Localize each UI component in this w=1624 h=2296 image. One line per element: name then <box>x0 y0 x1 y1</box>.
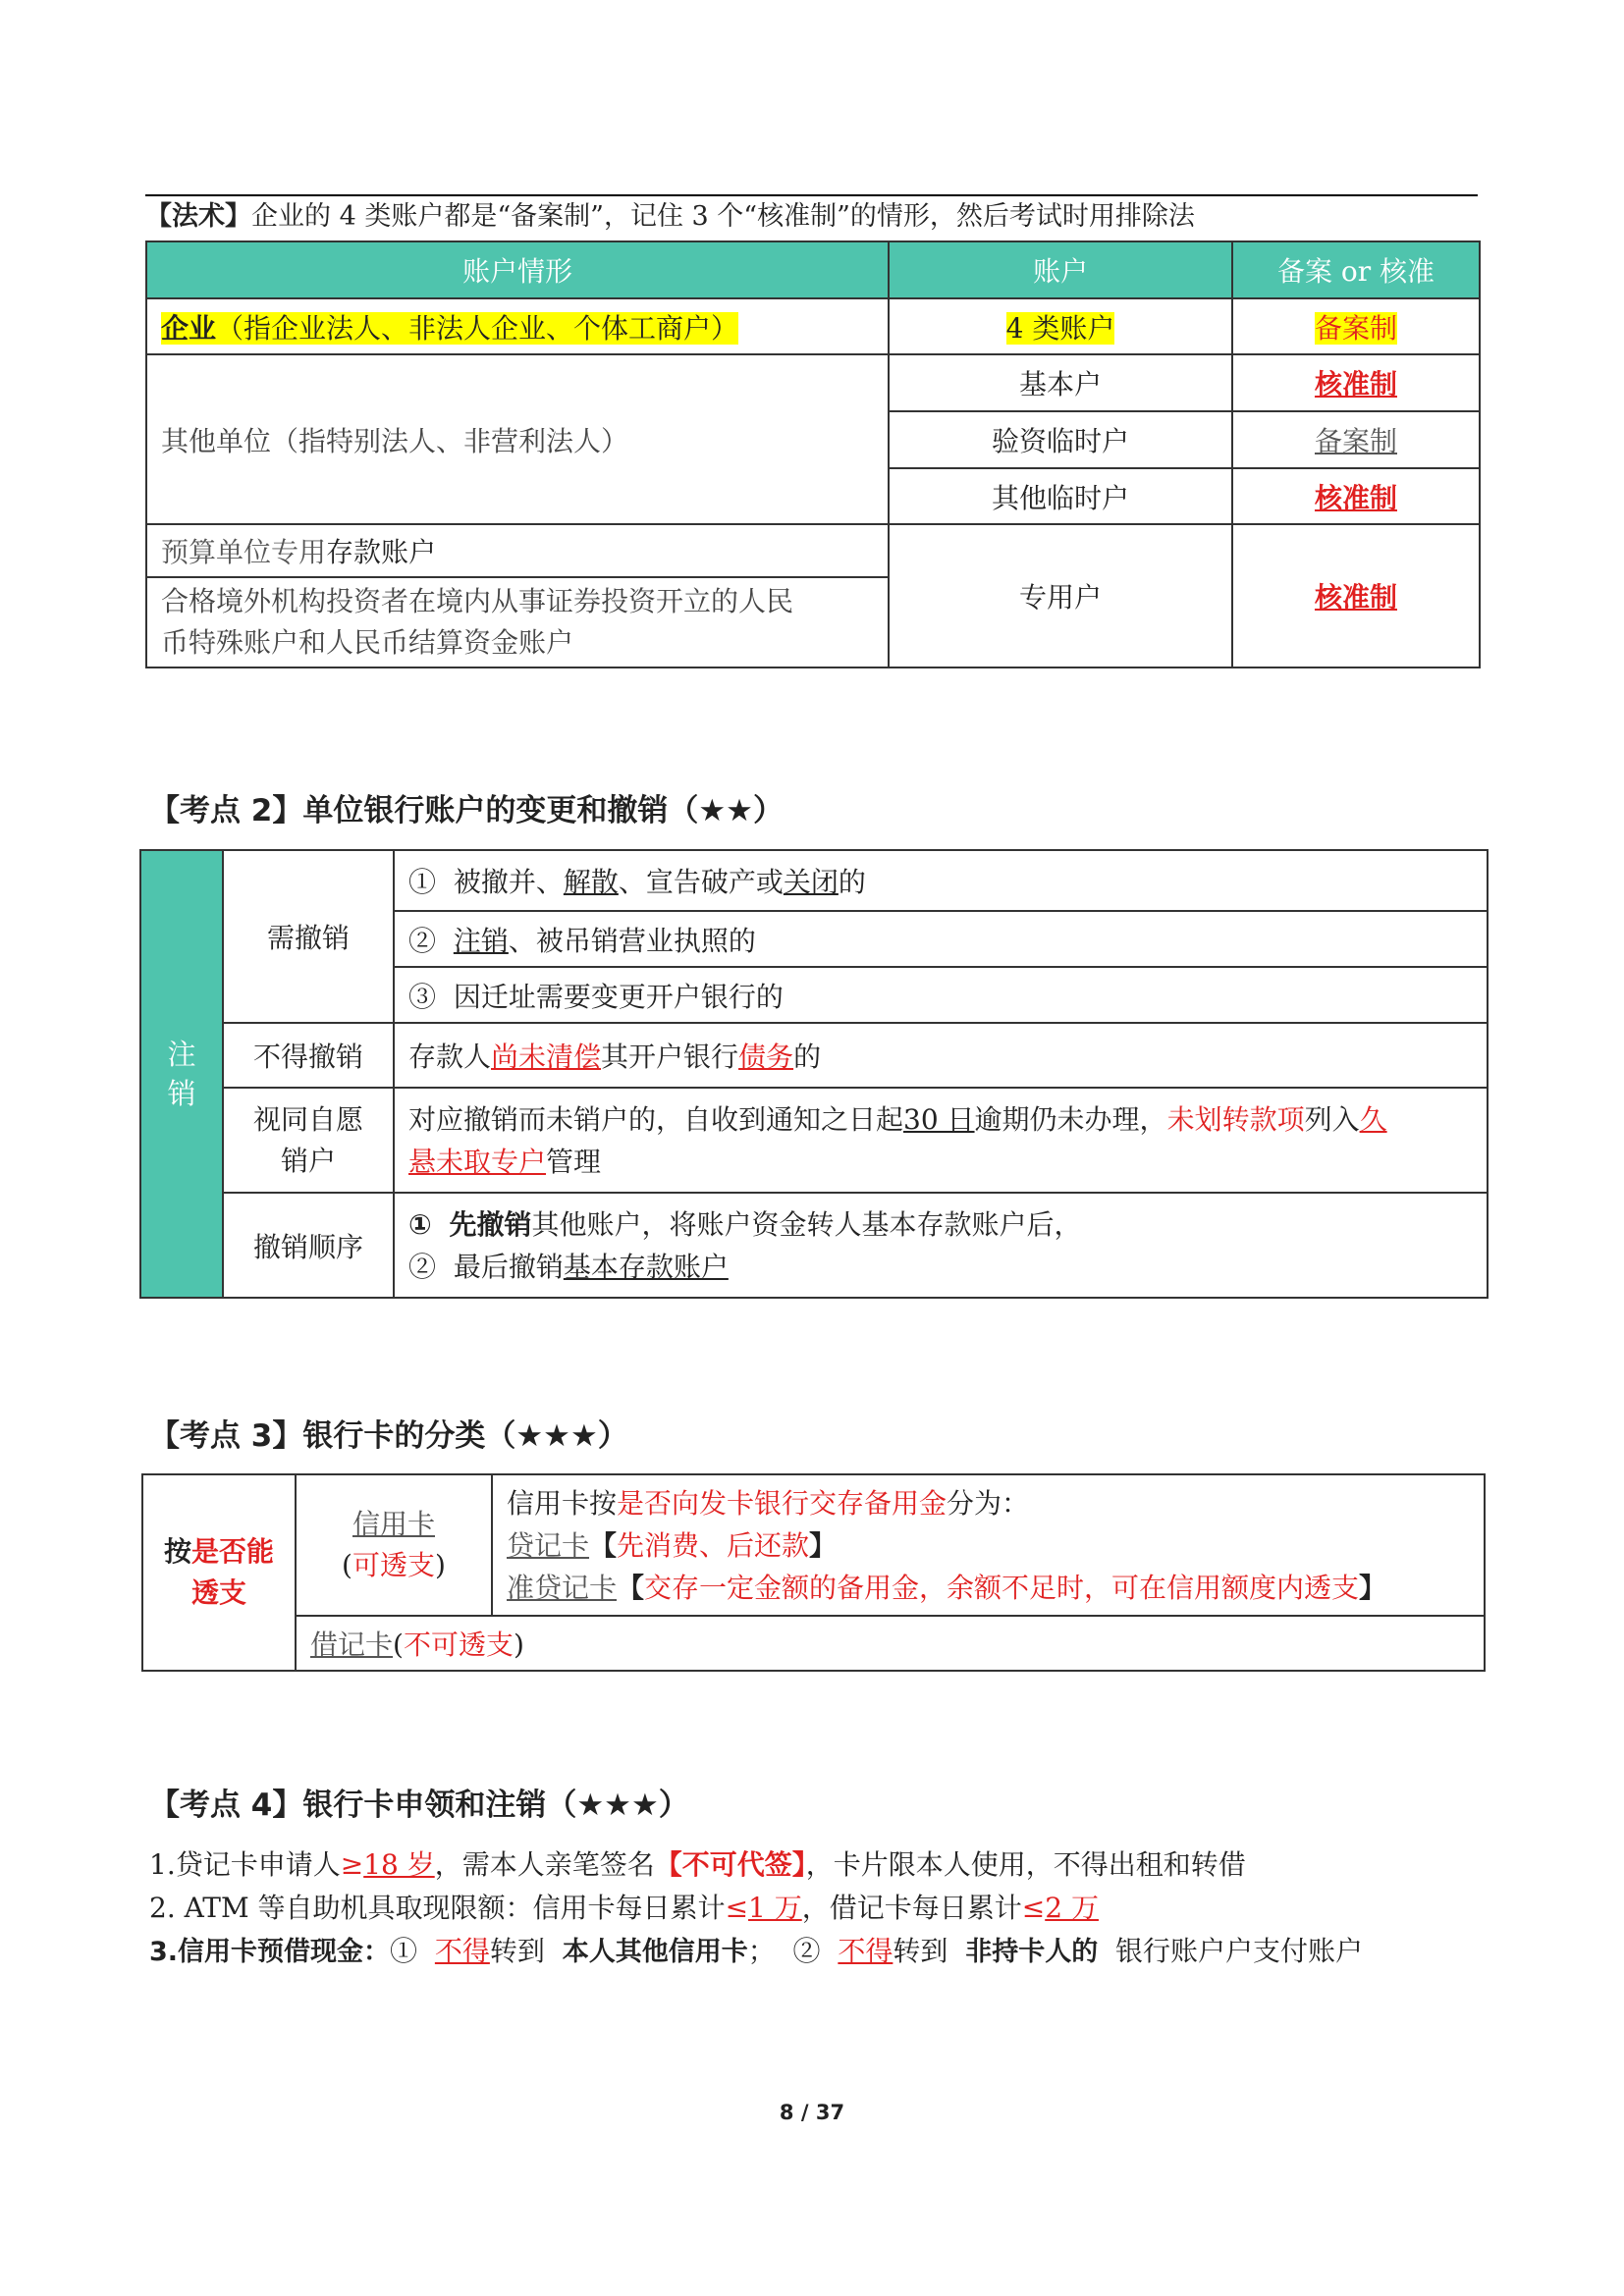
rule1-e: 【不可代签】 <box>654 1848 806 1881</box>
quasi-credit-note: 交存一定金额的备用金，余额不足时，可在信用额度内透支 <box>644 1571 1360 1604</box>
need-item-3 <box>394 967 1488 1023</box>
no-cancel-c: 其开户银行 <box>601 1041 739 1073</box>
card-rule-3 <box>149 1930 1363 1969</box>
rule2-a: 2. ATM 等自助机具取现限额：信用卡每日累计 <box>149 1892 726 1924</box>
debit-card-note: 不可透支 <box>403 1629 514 1661</box>
rule3-h: 不得 <box>838 1935 893 1967</box>
credit-card-label: 信用卡 <box>352 1508 435 1540</box>
order2-b: 基本存款账户 <box>563 1250 729 1283</box>
vol-c: 未划转款项 <box>1166 1102 1305 1136</box>
enterprise-cell <box>146 298 889 354</box>
vol-e: 久 <box>1359 1102 1387 1136</box>
basic-account-type-cell <box>1232 354 1480 411</box>
verify-temp-account: 验资临时户 <box>889 411 1232 468</box>
rule1-a: 1.贷记卡申请人 <box>149 1848 341 1881</box>
no-cancel-b: 尚未清偿 <box>491 1041 602 1073</box>
header-type: 备案 or 核准 <box>1232 241 1480 298</box>
desc1-b: 是否向发卡银行交存备用金 <box>617 1486 947 1520</box>
need-item-1-e: 的 <box>838 866 866 898</box>
no-cancel-e: 的 <box>793 1041 822 1073</box>
debit-credit-label: 贷记卡 <box>507 1528 590 1562</box>
account-approval-table <box>145 240 1481 668</box>
order1-rest: 其他账户，将账户资金转人基本存款账户后， <box>531 1207 1082 1241</box>
rule1-c: 18 岁 <box>363 1848 435 1881</box>
credit-card-desc: 信用卡按是否向发卡银行交存备用金分为： 贷记卡【先消费、后还款】 准贷记卡【交存一定金额的备用金，余额不足时，可在信用额度内透支】 <box>492 1474 1485 1616</box>
card-rule-2 <box>149 1887 1099 1926</box>
other-units-cell: 其他单位（指特别法人、非营利法人） <box>146 354 889 524</box>
need-item-1 <box>394 850 1488 911</box>
vol-d: 列入 <box>1304 1102 1360 1136</box>
section4-heading: 【考点 4】银行卡申领和注销（★★★） <box>149 1788 689 1823</box>
vol-days: 30 日 <box>903 1102 975 1136</box>
rule3-g: ② <box>792 1935 821 1967</box>
order2-a: 最后撤销 <box>453 1250 564 1283</box>
quasi-credit-label: 准贷记卡 <box>507 1571 618 1604</box>
header-account: 账户 <box>889 241 1232 298</box>
rule1-d: ，需本人亲笔签名 <box>434 1848 655 1881</box>
need-item-3-a: 因迁址需要变更开户银行的 <box>453 980 784 1013</box>
rule1-b: ≥ <box>340 1848 364 1881</box>
need-item-2-a: 注销 <box>453 924 509 957</box>
other-temp-type-cell <box>1232 468 1480 524</box>
verify-temp-type-cell <box>1232 411 1480 468</box>
voluntary-text <box>394 1088 1488 1193</box>
page-number: 8 / 37 <box>779 2101 845 2124</box>
rule2-b: ≤ <box>725 1892 749 1924</box>
rule2-e: ≤ <box>1021 1892 1046 1924</box>
need-item-3-num: ③ <box>408 980 437 1013</box>
enterprise-account: 4 类账户 <box>1005 311 1115 345</box>
trick-note <box>145 200 1195 234</box>
need-item-1-num: ① <box>408 866 437 898</box>
need-item-1-c: 、宣告破产或 <box>618 866 784 898</box>
trick-text: 企业的 4 类账户都是“备案制”，记住 3 个“核准制”的情形，然后考试时用排除法 <box>251 201 1195 232</box>
cancellation-table <box>139 849 1489 1299</box>
need-item-2-num: ② <box>408 924 437 957</box>
debit-card-label: 借记卡 <box>310 1629 394 1661</box>
enterprise-account-cell <box>889 298 1232 354</box>
order-label: 撤销顺序 <box>223 1193 394 1298</box>
rule3-b: ① <box>390 1935 418 1967</box>
criterion-1b: 是否能 <box>191 1535 275 1568</box>
special-type-cell <box>1232 524 1480 667</box>
vol-b: 逾期仍未办理， <box>974 1102 1167 1136</box>
voluntary-label-2: 销户 <box>280 1144 336 1177</box>
vol-f: 悬未取专户 <box>408 1145 547 1178</box>
section3-heading: 【考点 3】银行卡的分类（★★★） <box>149 1418 628 1454</box>
need-cancel-label: 需撤销 <box>223 850 394 1023</box>
vol-g: 管理 <box>546 1145 602 1178</box>
rule2-f: 2 万 <box>1045 1892 1099 1924</box>
debit-card-cell: 借记卡(不可透支) <box>296 1616 1485 1671</box>
section2-heading: 【考点 2】单位银行账户的变更和撤销（★★） <box>149 793 784 828</box>
need-item-2-b: 、被吊销营业执照的 <box>508 924 756 957</box>
criterion-2: 透支 <box>190 1576 246 1609</box>
cancellation-side-label <box>140 850 223 1298</box>
header-situation: 账户情形 <box>146 241 889 298</box>
rule3-d: 转到 <box>489 1935 545 1967</box>
rule3-e: 本人其他信用卡 <box>562 1937 748 1967</box>
credit-card-cell: 信用卡 (可透支) <box>296 1474 492 1616</box>
qfii-line-a: 合格境外机构投资者在境内从事证券投资开立的人民 <box>161 585 794 617</box>
trick-tag: 【法术】 <box>145 201 251 232</box>
side-char-1: 注 <box>167 1038 196 1071</box>
rule2-d: ，借记卡每日累计 <box>801 1892 1022 1924</box>
enterprise-desc: （指企业法人、非法人企业、个体工商户） <box>216 311 739 345</box>
voluntary-label <box>223 1088 394 1193</box>
card-rule-1 <box>149 1843 1246 1883</box>
need-item-1-a: 被撤并、 <box>453 866 564 898</box>
qfii-cell <box>146 577 889 667</box>
basic-account: 基本户 <box>889 354 1232 411</box>
rule2-c: 1 万 <box>748 1892 802 1924</box>
enterprise-type: 备案制 <box>1314 311 1397 345</box>
special-type: 核准制 <box>1314 581 1397 614</box>
order1-num: ① <box>408 1207 432 1241</box>
rule3-a: 3.信用卡预借现金： <box>149 1937 391 1967</box>
vol-a: 对应撤销而未销户的，自收到通知之日起 <box>408 1102 904 1136</box>
no-cancel-d: 债务 <box>738 1041 794 1073</box>
rule3-c: 不得 <box>434 1935 490 1967</box>
card-classification-table <box>141 1473 1486 1672</box>
rule1-f: ，卡片限本人使用，不得出租和转借 <box>805 1848 1246 1881</box>
budget-unit-cell <box>146 524 889 577</box>
rule3-j: 非持卡人的 <box>965 1937 1099 1967</box>
voluntary-label-1: 视同自愿 <box>252 1102 363 1136</box>
rule3-i: 转到 <box>893 1935 948 1967</box>
other-temp-type: 核准制 <box>1314 481 1397 514</box>
verify-temp-type: 备案制 <box>1314 425 1397 457</box>
need-item-1-b: 解散 <box>563 866 619 898</box>
no-cancel-label: 不得撤销 <box>223 1023 394 1088</box>
order2-num: ② <box>408 1250 437 1283</box>
criterion-1a: 按 <box>163 1535 191 1568</box>
no-cancel-text <box>394 1023 1488 1088</box>
basic-account-type: 核准制 <box>1314 368 1397 400</box>
no-cancel-a: 存款人 <box>408 1041 492 1073</box>
need-item-1-d: 关闭 <box>783 866 839 898</box>
credit-card-sub: 可透支 <box>352 1549 435 1581</box>
desc1-a: 信用卡按 <box>507 1486 618 1520</box>
budget-unit-b: 存款账户 <box>326 536 437 568</box>
debit-credit-note: 先消费、后还款 <box>617 1528 810 1562</box>
top-rule <box>145 194 1478 196</box>
qfii-line-b: 币特殊账户和人民币结算资金账户 <box>161 626 574 659</box>
enterprise-label: 企业 <box>161 311 217 345</box>
need-item-2 <box>394 911 1488 967</box>
special-account: 专用户 <box>889 524 1232 667</box>
rule3-f: ； <box>747 1935 776 1967</box>
desc1-c: 分为： <box>947 1486 1030 1520</box>
enterprise-type-cell <box>1232 298 1480 354</box>
side-char-2: 销 <box>167 1077 196 1110</box>
budget-unit-a: 预算单位专用 <box>161 536 327 568</box>
order-text <box>394 1193 1488 1298</box>
order1-strong: 先撤销 <box>449 1207 532 1241</box>
rule3-k: 银行账户户支付账户 <box>1115 1935 1364 1967</box>
overdraft-criterion <box>142 1474 296 1671</box>
other-temp-account: 其他临时户 <box>889 468 1232 524</box>
